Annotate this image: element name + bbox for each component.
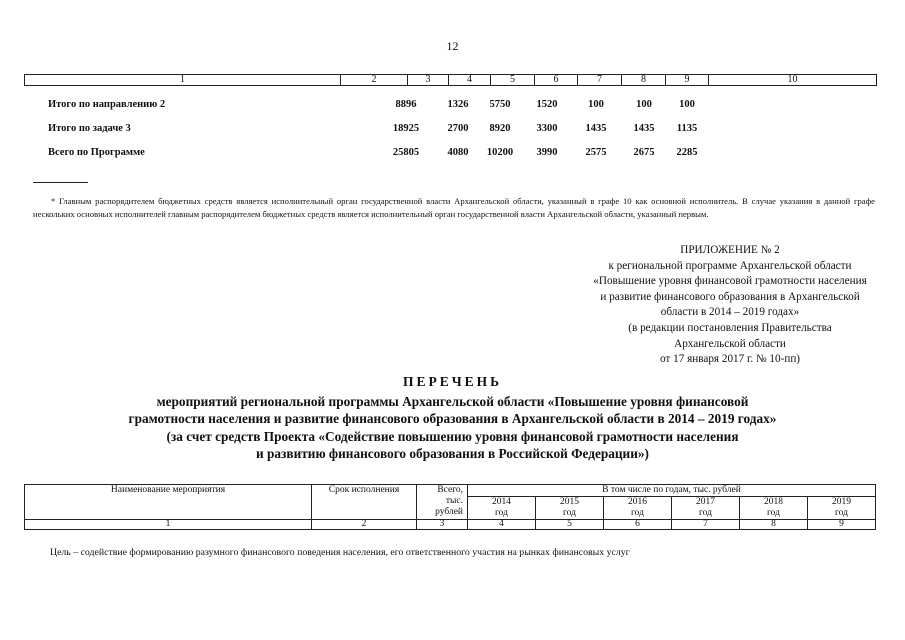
title-line: мероприятий региональной программы Архангельской области «Повышение уровня финансовой — [156, 394, 749, 409]
value-2019: 1135 — [676, 123, 698, 134]
year-label: 2014 — [492, 497, 511, 507]
year-label: 2015 — [560, 497, 579, 507]
footnote-separator — [33, 182, 88, 183]
title-heading: ПЕРЕЧЕНЬ — [402, 374, 503, 389]
col-number: 3 — [417, 520, 468, 530]
header-year-2014 — [468, 497, 536, 520]
col-number: 2 — [312, 520, 417, 530]
year-unit: год — [631, 508, 644, 518]
title-line: и развитию финансового образования в Российской Федерации») — [256, 445, 649, 461]
appendix-block — [550, 243, 905, 368]
appendix-line: «Повышение уровня финансовой грамотности населения — [593, 275, 867, 288]
value-2016: 1520 — [536, 99, 558, 110]
year-label: 2017 — [696, 497, 715, 507]
year-label: 2018 — [764, 497, 783, 507]
value-2016: 3990 — [536, 147, 558, 158]
col-number: 8 — [740, 520, 808, 530]
document-title — [0, 374, 905, 462]
year-label: 2016 — [628, 497, 647, 507]
col-number: 5 — [536, 520, 604, 530]
year-unit: год — [699, 508, 712, 518]
row-label: Итого по задаче 3 — [48, 123, 131, 134]
page-number: 12 — [446, 39, 459, 53]
value-total: 25805 — [392, 147, 420, 158]
value-2015: 5750 — [489, 99, 511, 110]
appendix-line: (в редакции постановления Правительства — [628, 321, 832, 334]
appendix-line: ПРИЛОЖЕНИЕ № 2 — [680, 244, 780, 256]
col-number-4: 4 — [449, 75, 491, 86]
value-total: 18925 — [392, 123, 420, 134]
col-number-10: 10 — [709, 75, 877, 86]
goal-text: Цель – содействие формированию разумного финансового поведения населения, его ответственного участия на рынках финансовых услуг — [50, 547, 630, 558]
value-2018: 1435 — [633, 123, 655, 134]
value-2015: 8920 — [489, 123, 511, 134]
header-year-2016 — [604, 497, 672, 520]
value-2017: 2575 — [585, 147, 607, 158]
col-number: 6 — [604, 520, 672, 530]
header-year-2015 — [536, 497, 604, 520]
header-total: Всего, тыс. рублей — [417, 485, 468, 520]
value-2017: 1435 — [585, 123, 607, 134]
value-2014: 2700 — [447, 123, 469, 134]
col-number: 4 — [468, 520, 536, 530]
title-line: грамотности населения и развитие финансового образования в Архангельской области в 2014 – 2019 годах» — [128, 411, 777, 427]
col-number-5: 5 — [491, 75, 535, 86]
summary-row-program-total — [0, 147, 905, 161]
appendix-line: Архангельской области — [674, 337, 786, 350]
appendix-line: от 17 января 2017 г. № 10-пп) — [659, 353, 801, 366]
activities-table — [24, 484, 876, 530]
col-number: 1 — [25, 520, 312, 530]
appendix-line: области в 2014 – 2019 годах» — [660, 306, 800, 319]
appendix-line: и развитие финансового образования в Архангельской — [600, 290, 860, 303]
col-number: 9 — [808, 520, 876, 530]
col-number-9: 9 — [666, 75, 709, 86]
value-2015: 10200 — [486, 147, 514, 158]
header-year-2019 — [808, 497, 876, 520]
footnote-text: * Главным распорядителем бюджетных средств является исполнительный орган государственной власти Архангельской области, указанный в графе 10 как основной исполнитель. В случае указания в данной графе нескольких основных исполнителей главным распорядителем бюджетных средств является исполнительный орган государственной власти Архангельской области, указанный первым. — [33, 196, 875, 219]
header-activity-name: Наименование мероприятия — [25, 485, 312, 520]
value-2019: 100 — [679, 99, 695, 110]
row-label: Всего по Программе — [48, 147, 145, 158]
top-table-header — [24, 74, 877, 86]
year-unit: год — [767, 508, 780, 518]
col-number-6: 6 — [535, 75, 578, 86]
value-2018: 100 — [636, 99, 652, 110]
value-2018: 2675 — [633, 147, 655, 158]
col-number-3: 3 — [408, 75, 449, 86]
col-number-2: 2 — [341, 75, 408, 86]
row-label: Итого по направлению 2 — [48, 99, 166, 110]
col-number-7: 7 — [578, 75, 622, 86]
summary-row-direction-2 — [0, 99, 905, 113]
year-unit: год — [835, 508, 848, 518]
summary-row-task-3 — [0, 123, 905, 137]
col-number: 7 — [672, 520, 740, 530]
value-2016: 3300 — [536, 123, 558, 134]
title-line: (за счет средств Проекта «Содействие повышению уровня финансовой грамотности населения — [166, 428, 739, 444]
col-number-8: 8 — [622, 75, 666, 86]
value-2014: 4080 — [447, 147, 469, 158]
value-2014: 1326 — [447, 99, 469, 110]
header-term: Срок исполнения — [312, 485, 417, 520]
year-unit: год — [563, 508, 576, 518]
year-label: 2019 — [832, 497, 851, 507]
header-years-group: В том числе по годам, тыс. рублей — [468, 485, 876, 497]
header-year-2018 — [740, 497, 808, 520]
header-year-2017 — [672, 497, 740, 520]
value-2017: 100 — [588, 99, 604, 110]
year-unit: год — [495, 508, 508, 518]
value-total: 8896 — [395, 99, 417, 110]
appendix-line: к региональной программе Архангельской области — [608, 259, 852, 272]
col-number-1: 1 — [25, 75, 341, 86]
value-2019: 2285 — [676, 147, 698, 158]
